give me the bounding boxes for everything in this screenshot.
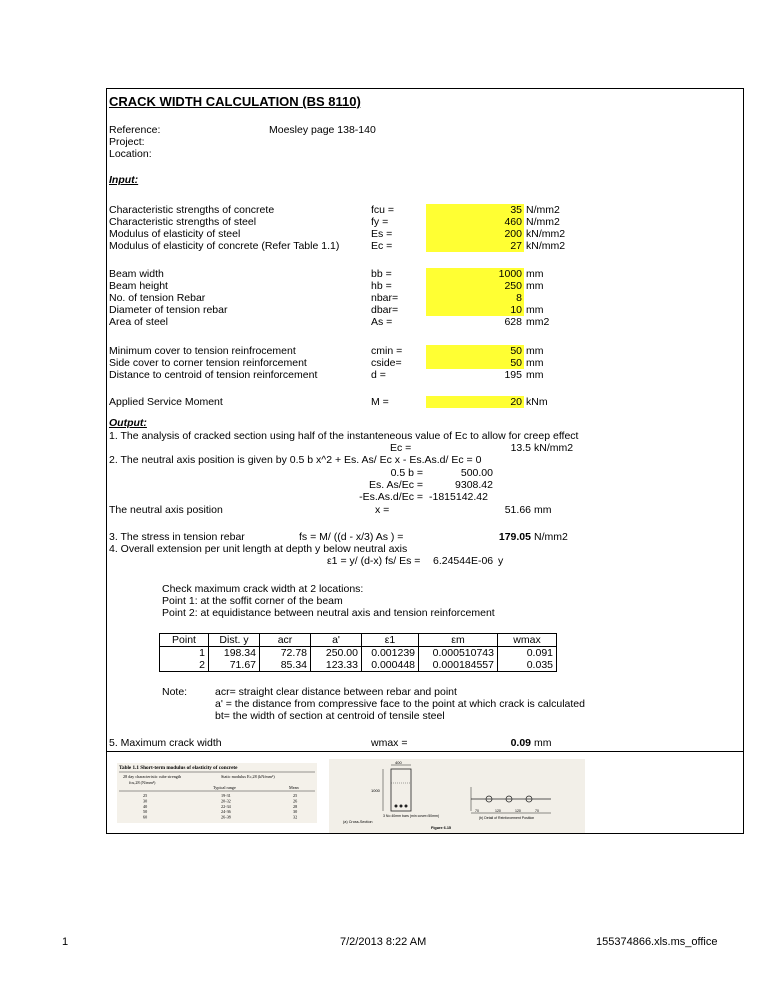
table-cell: 0.091 [498,647,557,660]
table11-cell: 40 [143,803,148,809]
table-cell: 2 [160,659,209,672]
table-header-row [160,634,557,647]
input-value: 10 [510,304,522,316]
output-step-2: 2. The neutral axis position is given by 0.5 b x^2 + Es. As/ Ec x - Es.As.d/ Ec = 0 [109,454,482,466]
table11-cell: 24-36 [221,809,231,815]
location-label: Location: [109,148,152,160]
rebar-mark [395,805,398,808]
coef-symbol: -Es.As.d/Ec = [359,491,423,503]
table11-sub2: Mean [289,785,299,790]
print-date: 7/2/2013 8:22 AM [340,936,427,948]
column-header: εm [419,634,498,647]
input-description: Beam width [109,268,164,280]
input-description: Applied Service Moment [109,396,223,408]
input-unit: N/mm2 [526,204,560,216]
input-description: Distance to centroid of tension reinforcement [109,369,318,381]
rebar-mark [400,805,403,808]
input-description: Beam height [109,280,168,292]
table-row [160,659,557,672]
table-cell: 1 [160,647,209,660]
modulus-table-image [117,763,317,823]
table11-cell: 30 [293,809,298,815]
neutral-axis-value: 51.66 [504,504,531,516]
input-heading: Input: [109,174,139,186]
stress-formula: fs = M/ ((d - x/3) As ) = [299,531,404,543]
neutral-axis-symbol: x = [375,504,390,516]
input-value: 200 [504,228,522,240]
column-header: acr [260,634,311,647]
dim-side: 1000 [371,788,380,793]
note-line: acr= straight clear distance between rebar and point [215,686,457,698]
strain-unit: y [498,555,504,567]
output-step-5: 5. Maximum crack width [109,737,222,749]
input-value: 50 [510,357,522,369]
strain-formula: ε1 = y/ (d-x) fs/ Es = [327,555,421,567]
input-value: 195 [504,369,522,381]
input-unit: kN/mm2 [526,228,566,240]
input-unit: N/mm2 [526,216,560,228]
input-description: Characteristic strengths of concrete [109,204,275,216]
input-description: Modulus of elasticity of steel [109,228,241,240]
input-symbol: cside= [371,357,402,369]
note-label: Note: [162,686,188,698]
table11-sub1: Typical range [213,785,236,790]
ec-symbol: Ec = [390,442,412,454]
input-value: 250 [504,280,522,292]
table11-cell: 30 [143,798,148,804]
input-symbol: nbar= [371,292,399,304]
input-unit: mm [526,280,544,292]
table11-cell: 28 [293,803,298,809]
strain-value: 6.24544E-06 [433,555,494,567]
reference-label: Reference: [109,124,161,136]
input-description: Diameter of tension rebar [109,304,228,316]
dim-detail: 120 [515,809,521,813]
table11-cell: 25 [143,793,148,798]
coef-symbol: 0.5 b = [390,467,423,479]
output-step-4: 4. Overall extension per unit length at depth y below neutral axis [109,543,408,555]
coef-value: -1815142.42 [429,491,488,503]
input-description: No. of tension Rebar [109,292,206,304]
dim-detail: 120 [495,809,501,813]
stress-value: 179.05 [498,531,531,543]
column-header: wmax [498,634,557,647]
table11-cell: 26 [293,798,298,804]
check-line: Point 2: at equidistance between neutral axis and tension reinforcement [162,607,495,619]
coef-value: 9308.42 [455,479,493,491]
table11-cell: 19-31 [221,793,231,798]
ec-unit: kN/mm2 [534,442,574,454]
table-cell: 0.000184557 [419,659,498,672]
table-cell: 72.78 [260,647,311,660]
crack-width-table [159,633,557,672]
table11-col1: 28 day characteristic cube strength [123,774,182,779]
column-header: a' [311,634,362,647]
table11-cell: 20-32 [221,798,231,804]
wmax-unit: mm [534,737,552,749]
output-step-3: 3. The stress in tension rebar [109,531,245,543]
coef-symbol: Es. As/Ec = [369,479,423,491]
table-cell: 85.34 [260,659,311,672]
table-row [160,647,557,660]
input-symbol: Es = [371,228,393,240]
table-cell: 0.035 [498,659,557,672]
table11-caption: Table 1.1 Short-term modulus of elasticity of concrete [119,765,238,771]
check-line: Check maximum crack width at 2 locations: [162,583,364,595]
section-divider [107,751,743,752]
input-unit: mm [526,369,544,381]
wmax-value: 0.09 [510,737,531,749]
table11-cell: 32 [293,814,298,820]
input-value: 460 [504,216,522,228]
output-heading: Output: [109,417,147,429]
wmax-symbol: wmax = [371,737,408,749]
input-value: 628 [504,316,522,328]
input-symbol: bb = [371,268,392,280]
column-header: ε1 [362,634,419,647]
input-symbol: d = [371,369,386,381]
input-unit: mm [526,357,544,369]
input-unit: mm [526,345,544,357]
dim-detail: 70 [475,809,479,813]
table11-cell: 60 [143,814,148,820]
calculation-sheet [106,88,744,834]
input-description: Area of steel [109,316,168,328]
table11-cell: 22-34 [221,803,231,809]
input-unit: kNm [526,396,548,408]
input-symbol: dbar= [371,304,399,316]
rebar-mark [405,805,408,808]
input-value: 50 [510,345,522,357]
neutral-axis-label: The neutral axis position [109,504,223,516]
note-line: bt= the width of section at centroid of tensile steel [215,710,445,722]
sheet-title: CRACK WIDTH CALCULATION (BS 8110) [109,94,361,109]
stress-unit: N/mm2 [534,531,568,543]
table-cell: 123.33 [311,659,362,672]
input-symbol: fy = [371,216,389,228]
page-number: 1 [62,936,69,948]
input-unit: kN/mm2 [526,240,566,252]
dim-detail: 70 [535,809,539,813]
table-cell: 71.67 [209,659,260,672]
bars-note: 3 No 40mm bars (min cover=50mm) [383,814,440,818]
table11-cell: 50 [143,809,148,815]
column-header: Point [160,634,209,647]
table-cell: 0.000510743 [419,647,498,660]
caption-a: (a) Cross-Section [343,820,373,824]
coef-value: 500.00 [460,467,493,479]
caption-b: (b) Detail of Reinforcement Position [479,816,535,820]
note-line: a' = the distance from compressive face to the point at which crack is calculated [215,698,585,710]
input-symbol: Ec = [371,240,393,252]
input-value: 27 [510,240,522,252]
neutral-axis-unit: mm [534,504,552,516]
input-symbol: hb = [371,280,392,292]
input-unit: mm [526,304,544,316]
cross-section-figure [329,759,585,833]
input-unit: mm [526,268,544,280]
file-name: 155374866.xls.ms_office [596,936,718,948]
table11-cell: 26-38 [221,814,231,820]
table-cell: 0.000448 [362,659,419,672]
input-symbol: As = [371,316,393,328]
input-unit: mm2 [526,316,550,328]
input-description: Modulus of elasticity of concrete (Refer Table 1.1) [109,240,340,252]
project-label: Project: [109,136,145,148]
output-step-1: 1. The analysis of cracked section using half of the instanteneous value of Ec to allow for creep effect [109,430,579,442]
table-cell: 250.00 [311,647,362,660]
input-symbol: fcu = [371,204,395,216]
input-description: Minimum cover to tension reinfrocement [109,345,296,357]
input-value: 1000 [498,268,522,280]
input-description: Characteristic strengths of steel [109,216,257,228]
check-line: Point 1: at the soffit corner of the beam [162,595,343,607]
input-value: 35 [510,204,522,216]
table11-col1b: fcu,28 (N/mm²) [129,780,156,785]
ec-value: 13.5 [510,442,531,454]
figure-label: Figure 6.15 [431,826,452,830]
table11-col2: Static modulus Ec,28 (kN/mm²) [221,774,275,779]
table-cell: 198.34 [209,647,260,660]
dim-top: 400 [395,760,402,765]
input-value: 20 [510,396,522,408]
input-symbol: M = [371,396,389,408]
table-cell: 0.001239 [362,647,419,660]
table11-cell: 25 [293,793,298,798]
input-value: 8 [516,292,522,304]
column-header: Dist. y [209,634,260,647]
input-symbol: cmin = [371,345,403,357]
reference-value: Moesley page 138-140 [269,124,376,136]
input-description: Side cover to corner tension reinforcement [109,357,307,369]
